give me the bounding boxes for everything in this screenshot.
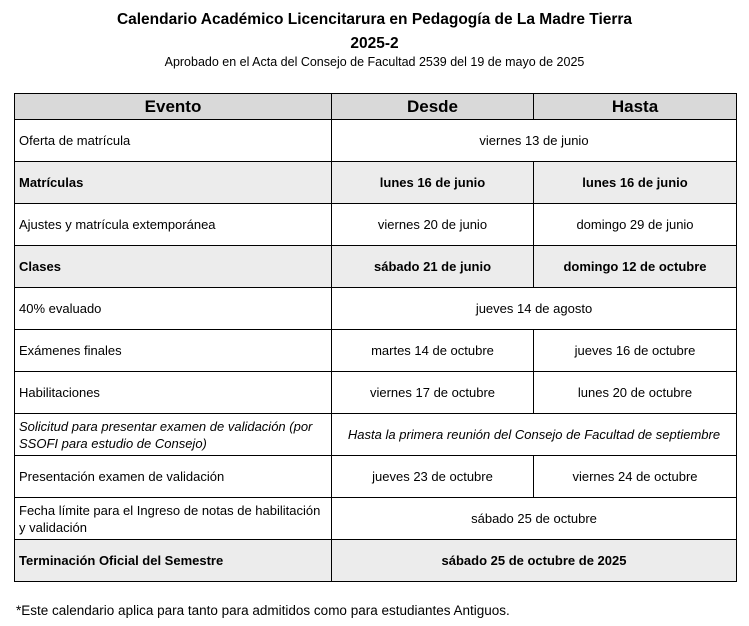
table-row	[15, 204, 737, 246]
desde-cell: martes 14 de octubre	[332, 330, 534, 372]
hasta-cell: lunes 16 de junio	[534, 162, 737, 204]
event-cell: Presentación examen de validación	[15, 456, 332, 498]
desde-cell: jueves 23 de octubre	[332, 456, 534, 498]
column-header-hasta: Hasta	[534, 94, 737, 120]
event-cell: Exámenes finales	[15, 330, 332, 372]
column-header-desde: Desde	[332, 94, 534, 120]
calendar-table	[14, 93, 737, 582]
table-row	[15, 498, 737, 540]
hasta-cell: domingo 12 de octubre	[534, 246, 737, 288]
table-row	[15, 372, 737, 414]
event-cell: Oferta de matrícula	[15, 120, 332, 162]
event-cell: 40% evaluado	[15, 288, 332, 330]
date-cell-merged: jueves 14 de agosto	[332, 288, 737, 330]
table-row	[15, 246, 737, 288]
desde-cell: viernes 20 de junio	[332, 204, 534, 246]
event-cell: Matrículas	[15, 162, 332, 204]
hasta-cell: viernes 24 de octubre	[534, 456, 737, 498]
table-row	[15, 120, 737, 162]
event-cell: Solicitud para presentar examen de validación (por SSOFI para estudio de Consejo)	[15, 414, 332, 456]
table-row	[15, 330, 737, 372]
footnote: *Este calendario aplica para tanto para admitidos como para estudiantes Antiguos.	[16, 603, 510, 618]
table-row	[15, 540, 737, 582]
semester-label: 2025-2	[350, 35, 399, 52]
event-cell: Fecha límite para el Ingreso de notas de habilitación y validación	[15, 498, 332, 540]
event-cell: Ajustes y matrícula extemporánea	[15, 204, 332, 246]
approval-note: Aprobado en el Acta del Consejo de Facultad 2539 del 19 de mayo de 2025	[164, 55, 585, 69]
date-cell-merged: sábado 25 de octubre de 2025	[332, 540, 737, 582]
date-cell-merged: Hasta la primera reunión del Consejo de Facultad de septiembre	[332, 414, 737, 456]
table-header-row	[15, 94, 737, 120]
column-header-evento: Evento	[15, 94, 332, 120]
desde-cell: sábado 21 de junio	[332, 246, 534, 288]
desde-cell: lunes 16 de junio	[332, 162, 534, 204]
date-cell-merged: sábado 25 de octubre	[332, 498, 737, 540]
table-row	[15, 162, 737, 204]
event-cell: Terminación Oficial del Semestre	[15, 540, 332, 582]
event-cell: Clases	[15, 246, 332, 288]
table-row	[15, 456, 737, 498]
date-cell-merged: viernes 13 de junio	[332, 120, 737, 162]
table-row	[15, 288, 737, 330]
hasta-cell: lunes 20 de octubre	[534, 372, 737, 414]
hasta-cell: domingo 29 de junio	[534, 204, 737, 246]
document-title: Calendario Académico Licencitarura en Pedagogía de La Madre Tierra	[116, 11, 633, 28]
table-row	[15, 414, 737, 456]
event-cell: Habilitaciones	[15, 372, 332, 414]
hasta-cell: jueves 16 de octubre	[534, 330, 737, 372]
desde-cell: viernes 17 de octubre	[332, 372, 534, 414]
